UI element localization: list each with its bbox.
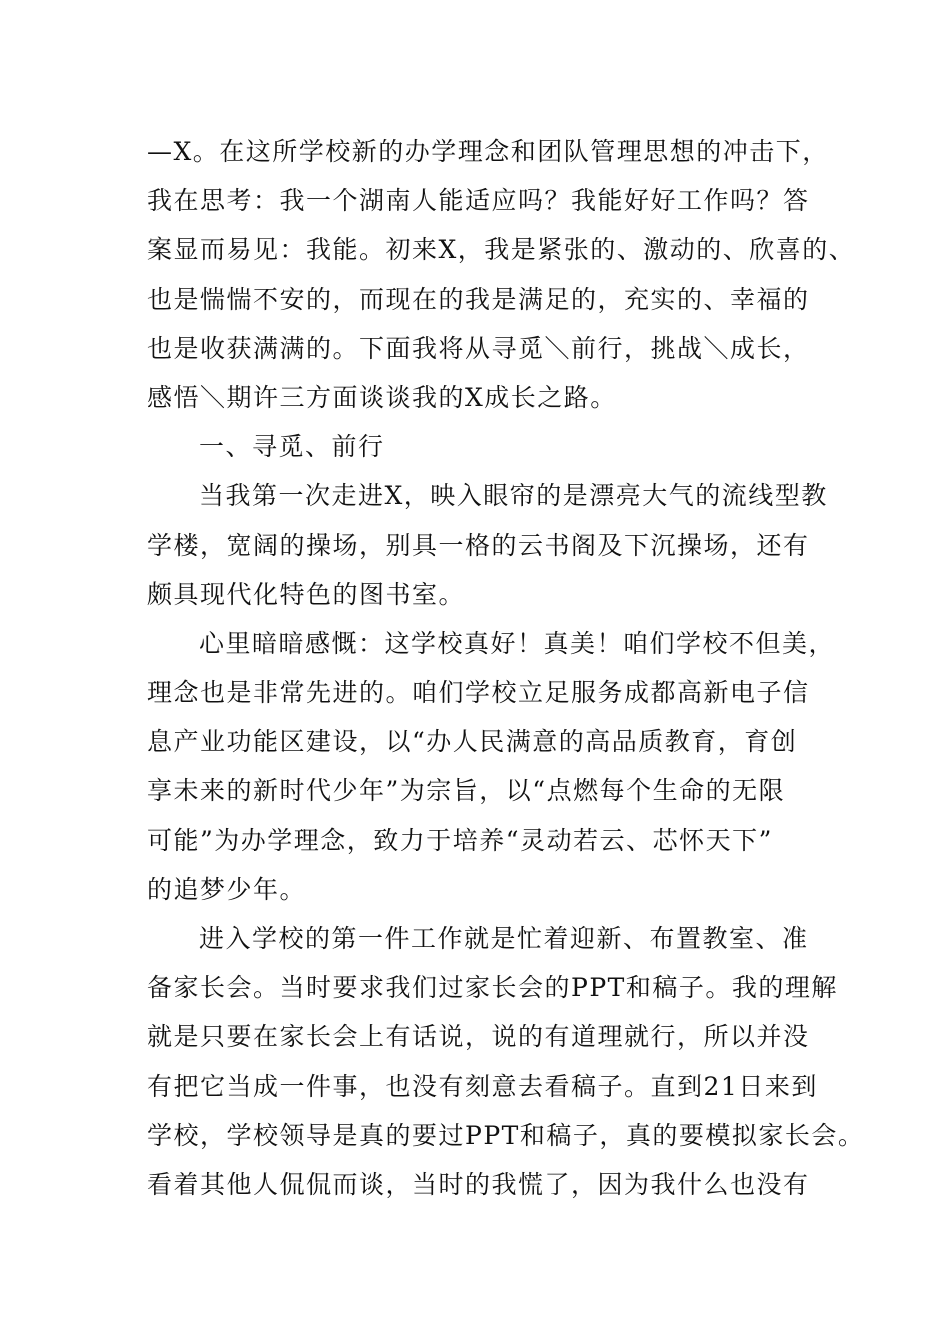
text-line: 进入学校的第一件工作就是忙着迎新、布置教室、准 [199,924,809,953]
text-line: 享未来的新时代少年”为宗旨，以“点燃每个生命的无限 [147,776,786,806]
text-line: 息产业功能区建设，以“办人民满意的高品质教育，育创 [147,727,798,757]
text-line: 心里暗暗感慨：这学校真好！真美！咱们学校不但美， [199,628,836,658]
text-line: 也是惴惴不安的，而现在的我是满足的，充实的、幸福的 [147,284,810,314]
text-line: 理念也是非常先进的。咱们学校立足服务成都高新电子信 [147,678,810,708]
text-line: 有把它当成一件事，也没有刻意去看稿子。直到21日来到 [147,1071,818,1101]
text-line: 当我第一次走进X，映入眼帘的是漂亮大气的流线型教 [199,481,828,511]
text-line: 学校，学校领导是真的要过PPT和稿子，真的要模拟家长会。 [147,1120,865,1150]
text-line: —X。在这所学校新的办学理念和团队管理思想的冲击下， [147,137,829,166]
text-line: 可能”为办学理念，致力于培养“灵动若云、芯怀天下” [147,825,773,855]
text-line: 看着其他人侃侃而谈，当时的我慌了，因为我什么也没有 [147,1169,810,1199]
text-line: 的追梦少年。 [147,874,307,904]
section-heading: 一、寻觅、前行 [199,432,385,462]
text-line: 我在思考：我一个湖南人能适应吗？我能好好工作吗？答 [147,186,810,216]
text-line: 颇具现代化特色的图书室。 [147,579,466,609]
body-text [147,127,865,1209]
text-line: 就是只要在家长会上有话说，说的有道理就行，所以并没 [147,1022,810,1052]
text-line: 案显而易见：我能。初来X，我是紧张的、激动的、欣喜的、 [147,235,856,265]
text-line: 备家长会。当时要求我们过家长会的PPT和稿子。我的理解 [147,973,838,1003]
text-line: 感悟＼期许三方面谈谈我的X成长之路。 [147,382,617,412]
text-line: 也是收获满满的。下面我将从寻觅＼前行，挑战＼成长， [147,333,810,363]
text-line: 学楼，宽阔的操场，别具一格的云书阁及下沉操场，还有 [147,530,810,560]
